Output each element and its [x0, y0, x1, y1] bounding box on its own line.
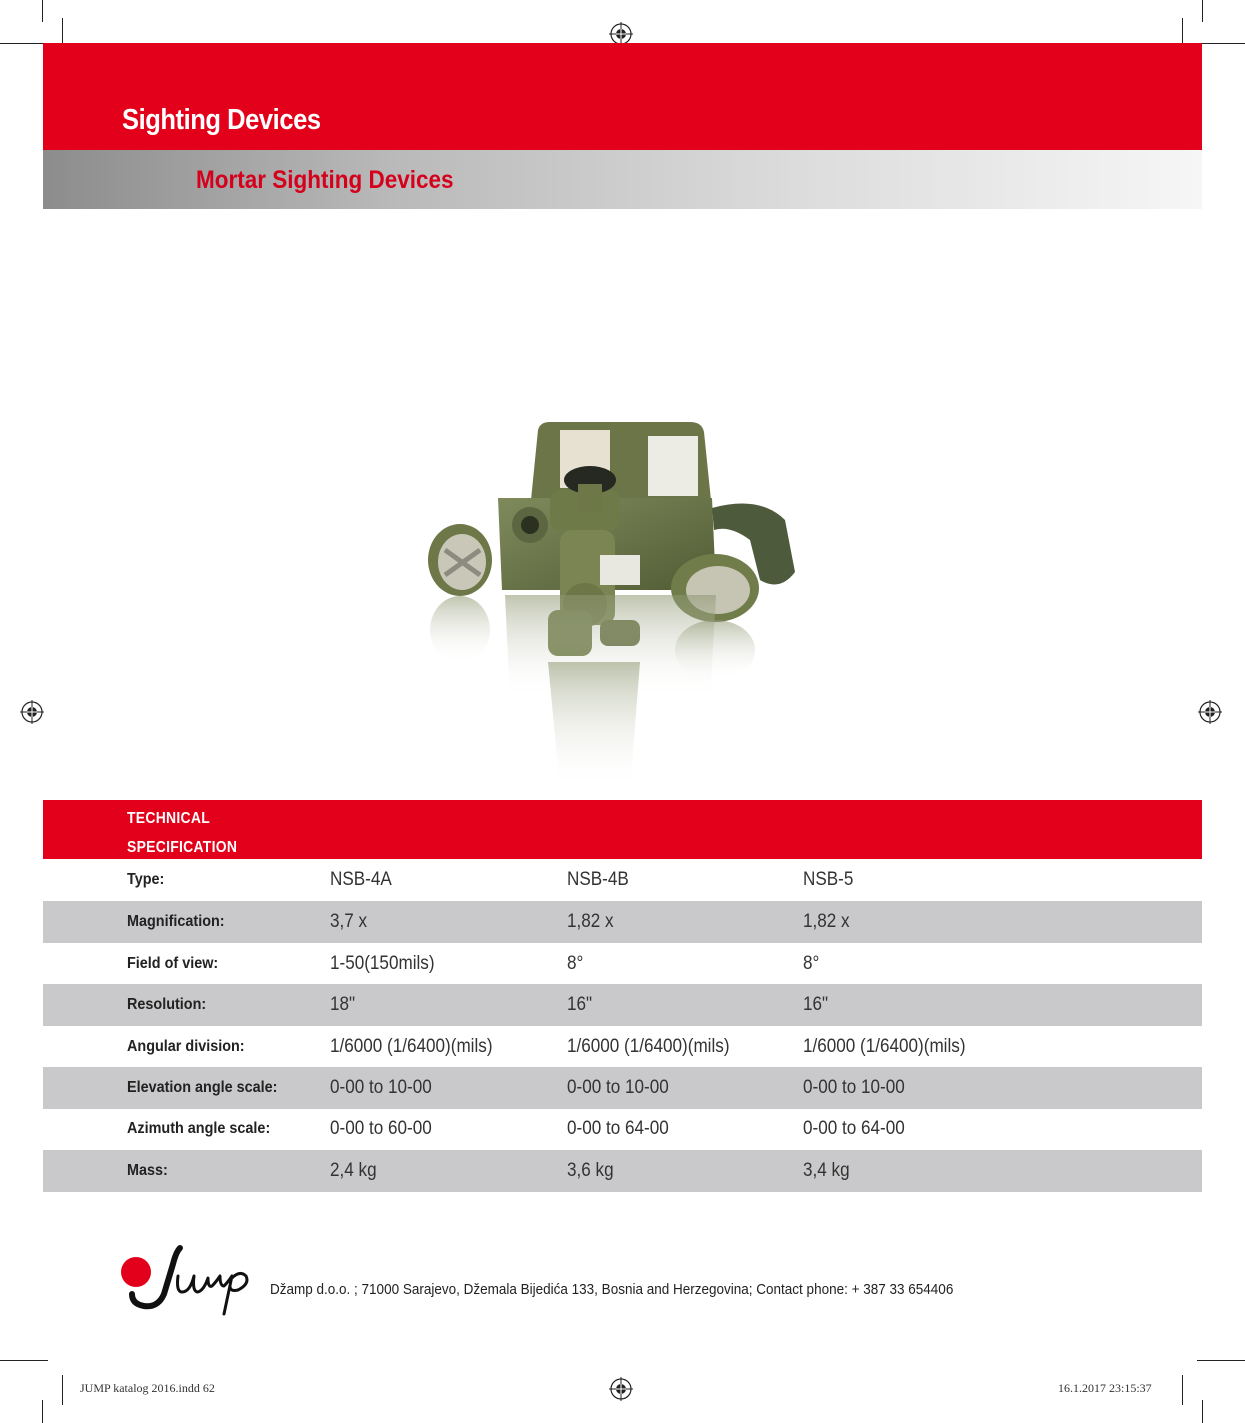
spec-heading-line: SPECIFICATION	[127, 839, 238, 856]
row-label: Mass:	[127, 1162, 168, 1179]
value-nsb-4a: 0-00 to 60-00	[330, 1118, 432, 1139]
value-nsb-4a: NSB-4A	[330, 869, 392, 890]
spec-heading-line: TECHNICAL	[127, 810, 211, 827]
table-row	[43, 1150, 1202, 1192]
value-nsb-4b: 3,6 kg	[567, 1160, 614, 1181]
jump-logo-icon	[118, 1242, 263, 1316]
registration-mark-icon	[20, 700, 44, 724]
value-nsb-5: 8°	[803, 953, 820, 974]
row-label: Field of view:	[127, 955, 219, 972]
value-nsb-4a: 2,4 kg	[330, 1160, 377, 1181]
page-subtitle: Mortar Sighting Devices	[196, 166, 454, 194]
value-nsb-4b: 0-00 to 10-00	[567, 1077, 669, 1098]
table-row	[43, 984, 1202, 1026]
row-label: Elevation angle scale:	[127, 1079, 278, 1096]
registration-mark-icon	[609, 1377, 633, 1401]
mortar-sight-product-image	[400, 400, 820, 800]
value-nsb-5: 3,4 kg	[803, 1160, 850, 1181]
value-nsb-4b: 8°	[567, 953, 584, 974]
value-nsb-4a: 3,7 x	[330, 911, 368, 932]
value-nsb-5: 1,82 x	[803, 911, 850, 932]
table-row	[43, 943, 1202, 985]
value-nsb-5: NSB-5	[803, 869, 854, 890]
registration-mark-icon	[1198, 700, 1222, 724]
value-nsb-4b: 1,82 x	[567, 911, 614, 932]
value-nsb-4b: NSB-4B	[567, 869, 629, 890]
row-label: Type:	[127, 871, 165, 888]
table-row	[43, 901, 1202, 943]
value-nsb-5: 1/6000 (1/6400)(mils)	[803, 1036, 966, 1057]
row-label: Resolution:	[127, 996, 207, 1013]
print-slug-date: 16.1.2017 23:15:37	[1058, 1381, 1152, 1395]
spec-heading	[127, 804, 237, 862]
value-nsb-4a: 1/6000 (1/6400)(mils)	[330, 1036, 493, 1057]
value-nsb-4b: 16"	[567, 994, 593, 1015]
value-nsb-4b: 1/6000 (1/6400)(mils)	[567, 1036, 730, 1057]
value-nsb-4a: 0-00 to 10-00	[330, 1077, 432, 1098]
value-nsb-5: 0-00 to 64-00	[803, 1118, 905, 1139]
value-nsb-4a: 1-50(150mils)	[330, 953, 435, 974]
value-nsb-5: 0-00 to 10-00	[803, 1077, 905, 1098]
table-row	[43, 1067, 1202, 1109]
row-label: Azimuth angle scale:	[127, 1120, 271, 1137]
contact-info: Džamp d.o.o. ; 71000 Sarajevo, Džemala Bijedića 133, Bosnia and Herzegovina; Contact phone: + 387 33 654406	[270, 1281, 954, 1298]
row-label: Magnification:	[127, 913, 225, 930]
table-row	[43, 1026, 1202, 1068]
value-nsb-4b: 0-00 to 64-00	[567, 1118, 669, 1139]
table-row	[43, 1108, 1202, 1150]
page-title: Sighting Devices	[122, 104, 321, 136]
row-label: Angular division:	[127, 1038, 245, 1055]
value-nsb-4a: 18"	[330, 994, 356, 1015]
print-slug-file: JUMP katalog 2016.indd 62	[80, 1381, 215, 1395]
table-row	[43, 859, 1202, 901]
value-nsb-5: 16"	[803, 994, 829, 1015]
